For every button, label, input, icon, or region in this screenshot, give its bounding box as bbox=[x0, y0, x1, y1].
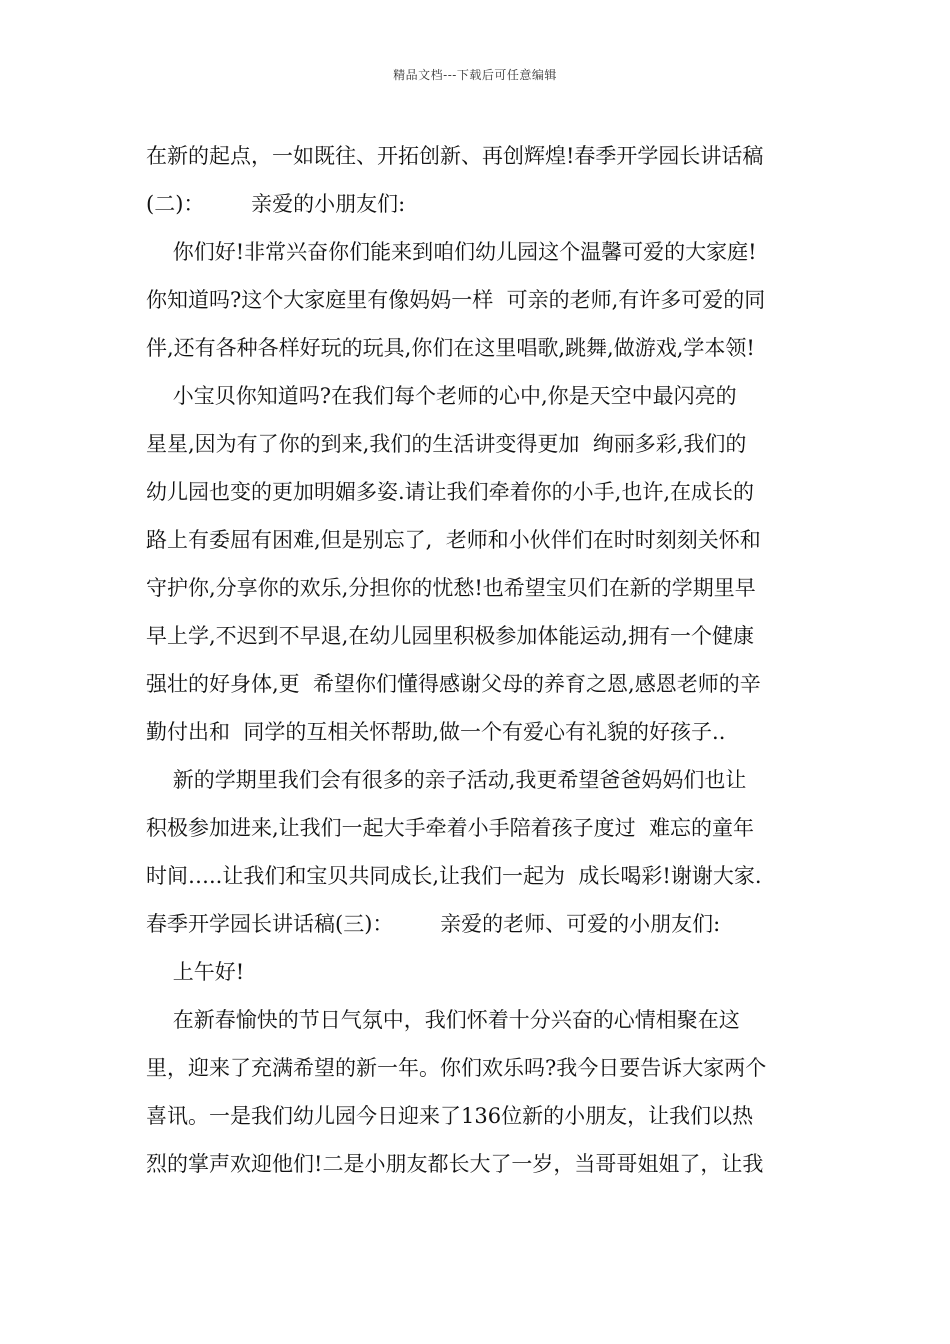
text-line: 早上学,不迟到不早退,在幼儿园里积极参加体能运动,拥有一个健康 bbox=[146, 624, 755, 648]
text-line: 烈的掌声欢迎他们!二是小朋友都长大了一岁，当哥哥姐姐了，让我 bbox=[146, 1152, 764, 1176]
text-line: 星星,因为有了你的到来,我们的生活讲变得更加 绚丽多彩,我们的 bbox=[146, 432, 747, 456]
text-line: 时间…..让我们和宝贝共同成长,让我们一起为 成长喝彩!谢谢大家. bbox=[146, 864, 762, 888]
text-line: 里，迎来了充满希望的新一年。你们欢乐吗?我今日要告诉大家两个 bbox=[146, 1056, 767, 1080]
text-line: 喜讯。一是我们幼儿园今日迎来了136位新的小朋友，让我们以热 bbox=[146, 1104, 754, 1128]
text-line: 伴,还有各种各样好玩的玩具,你们在这里唱歌,跳舞,做游戏,学本领! bbox=[146, 336, 755, 360]
text-line: 小宝贝你知道吗?在我们每个老师的心中,你是天空中最闪亮的 bbox=[146, 384, 737, 408]
text-line: 勤付出和 同学的互相关怀帮助,做一个有爱心有礼貌的好孩子.. bbox=[146, 720, 726, 744]
text-line: 守护你,分享你的欢乐,分担你的忧愁!也希望宝贝们在新的学期里早 bbox=[146, 576, 756, 600]
text-line: (二)： 亲爱的小朋友们: bbox=[146, 192, 406, 216]
text-line: 上午好! bbox=[146, 960, 245, 984]
text-line: 新的学期里我们会有很多的亲子活动,我更希望爸爸妈妈们也让 bbox=[146, 768, 747, 792]
text-line: 春季开学园长讲话稿(三)： 亲爱的老师、可爱的小朋友们: bbox=[146, 912, 721, 936]
text-line: 积极参加进来,让我们一起大手牵着小手陪着孩子度过 难忘的童年 bbox=[146, 816, 755, 840]
text-line: 在新的起点，一如既往、开拓创新、再创辉煌!春季开学园长讲话稿 bbox=[146, 144, 764, 168]
text-line: 强壮的好身体,更 希望你们懂得感谢父母的养育之恩,感恩老师的辛 bbox=[146, 672, 761, 696]
page-header: 精品文档---下载后可任意编辑 bbox=[393, 68, 557, 82]
text-line: 路上有委屈有困难,但是别忘了, 老师和小伙伴们在时时刻刻关怀和 bbox=[146, 528, 761, 552]
text-line: 你们好!非常兴奋你们能来到咱们幼儿园这个温馨可爱的大家庭! bbox=[146, 240, 757, 264]
text-line: 在新春愉快的节日气氛中，我们怀着十分兴奋的心情相聚在这 bbox=[146, 1008, 740, 1032]
text-line: 幼儿园也变的更加明媚多姿.请让我们牵着你的小手,也许,在成长的 bbox=[146, 480, 755, 504]
document-body bbox=[146, 132, 826, 1188]
text-line: 你知道吗?这个大家庭里有像妈妈一样 可亲的老师,有许多可爱的同 bbox=[146, 288, 766, 312]
